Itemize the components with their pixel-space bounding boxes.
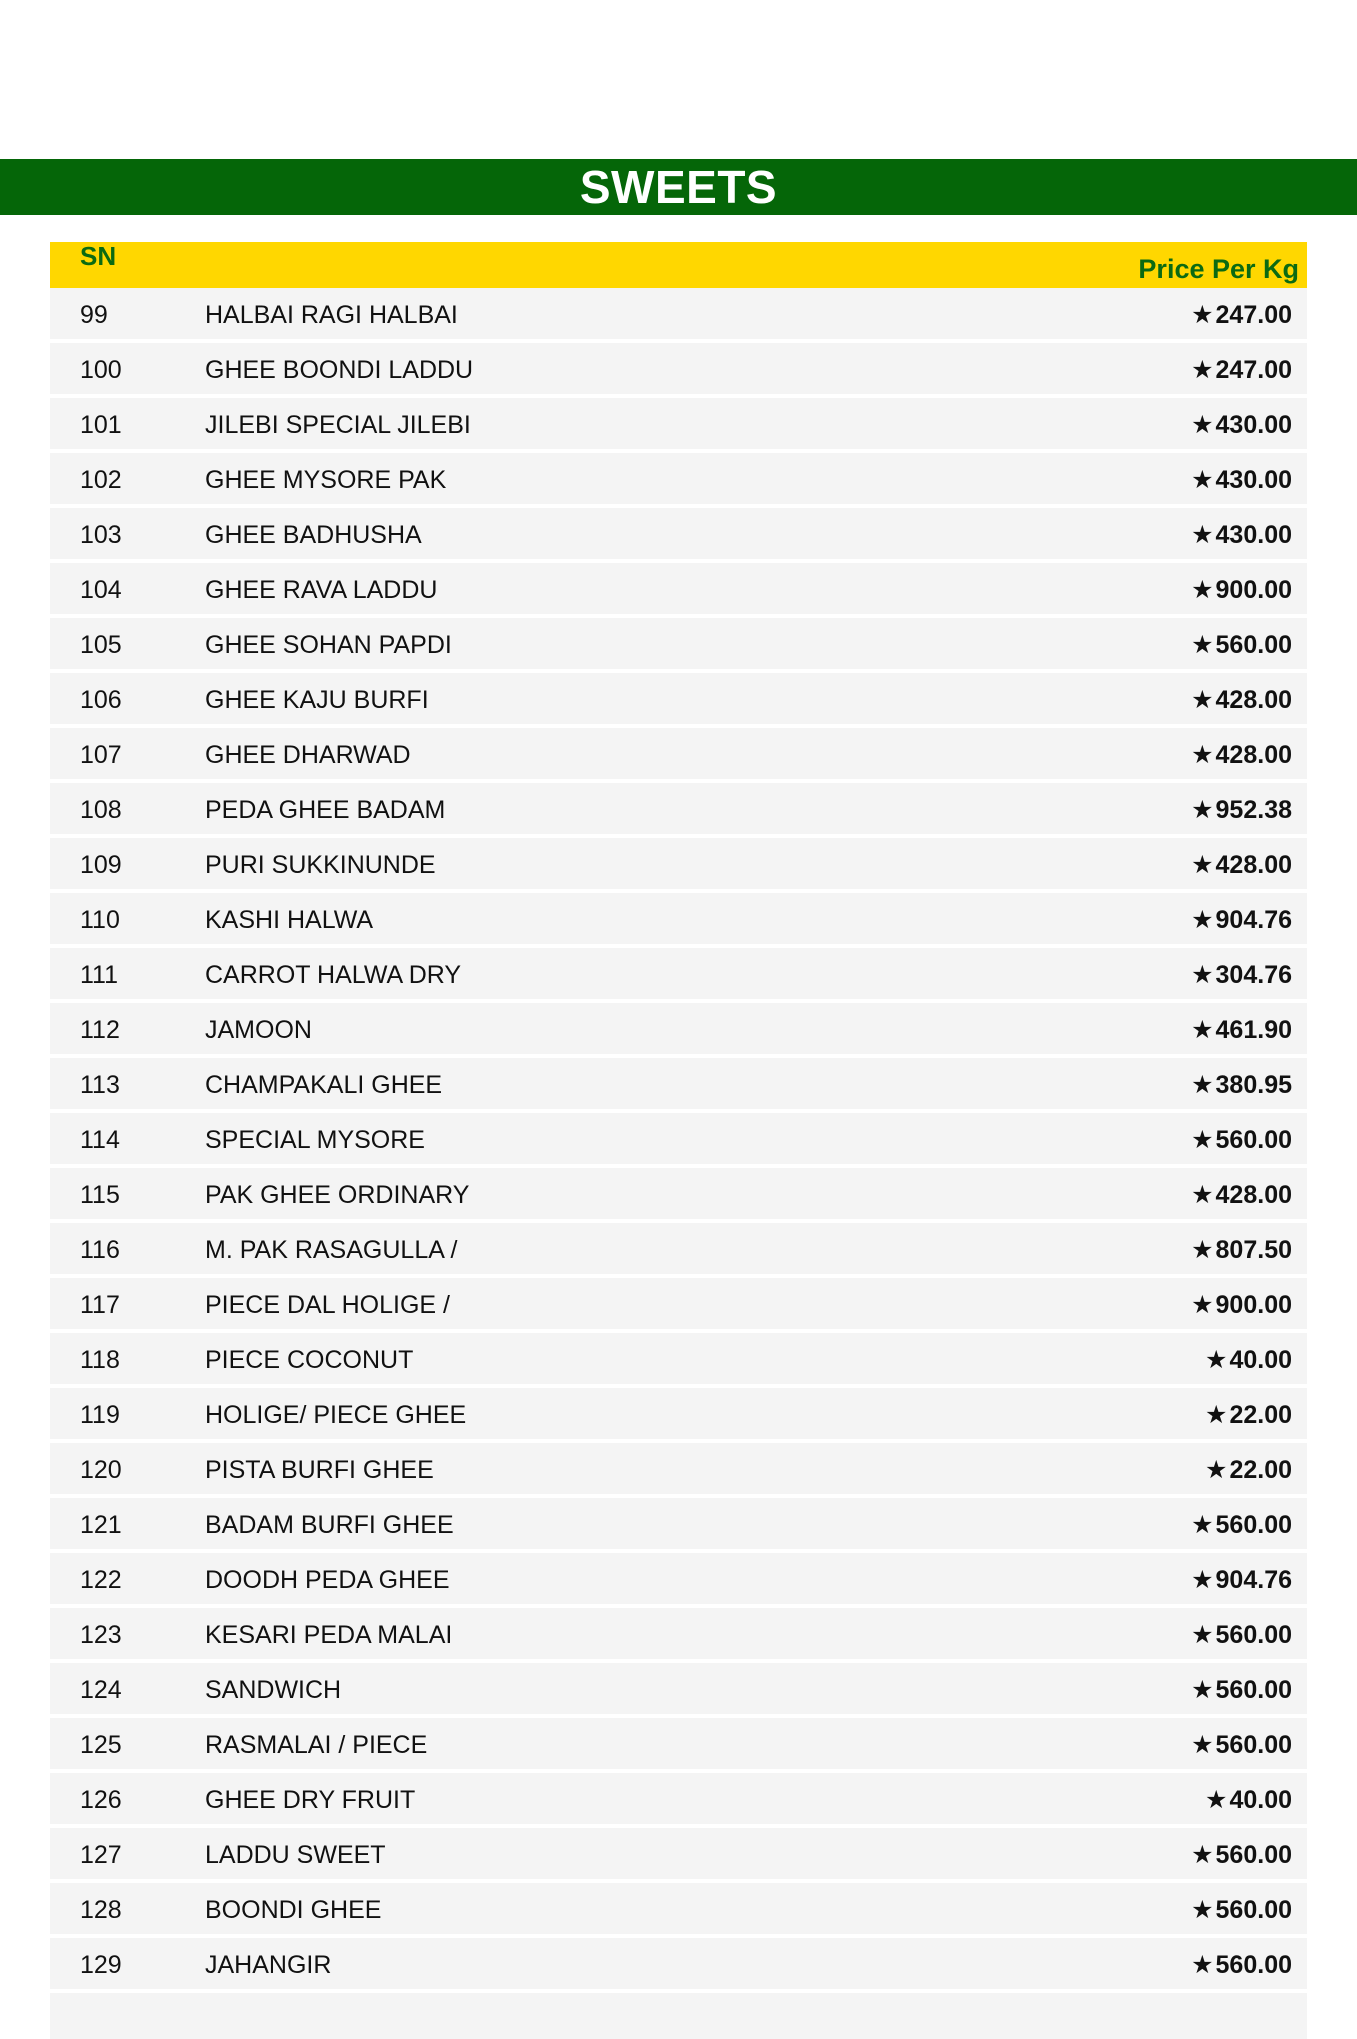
- row-price-value: 380.95: [1215, 1071, 1292, 1099]
- row-price: [1191, 1950, 1292, 1980]
- table-row: [50, 1773, 1307, 1828]
- sn-column-header: SN: [80, 241, 117, 271]
- table-row: [50, 618, 1307, 673]
- table-row: [50, 783, 1307, 838]
- row-serial-number: 108: [80, 796, 122, 824]
- star-icon: ★: [1191, 796, 1214, 824]
- table-row: [50, 1663, 1307, 1718]
- star-icon: ★: [1191, 521, 1214, 549]
- row-price-value: 952.38: [1215, 796, 1292, 824]
- row-item-name: HOLIGE/ PIECE GHEE: [205, 1401, 467, 1429]
- row-price-value: 560.00: [1215, 1676, 1292, 1704]
- star-icon: ★: [1191, 576, 1214, 604]
- star-icon: ★: [1191, 1071, 1214, 1099]
- row-price: [1191, 1015, 1292, 1045]
- row-price-value: 560.00: [1215, 1621, 1292, 1649]
- row-price-value: 560.00: [1215, 1511, 1292, 1539]
- price-table: [50, 242, 1307, 2039]
- row-price: [1191, 1290, 1292, 1320]
- table-row: [50, 1223, 1307, 1278]
- row-serial-number: 120: [80, 1456, 122, 1484]
- star-icon: ★: [1205, 1786, 1228, 1814]
- row-item-name: GHEE DHARWAD: [205, 741, 411, 769]
- price-column-header: Price Per Kg: [1138, 254, 1299, 284]
- table-row: [50, 1113, 1307, 1168]
- table-row: [50, 1443, 1307, 1498]
- table-row: [50, 673, 1307, 728]
- star-icon: ★: [1191, 1731, 1214, 1759]
- row-price: [1191, 520, 1292, 550]
- star-icon: ★: [1191, 1676, 1214, 1704]
- table-row: [50, 1608, 1307, 1663]
- star-icon: ★: [1191, 1181, 1214, 1209]
- row-item-name: GHEE BADHUSHA: [205, 521, 422, 549]
- table-row: [50, 1883, 1307, 1938]
- star-icon: ★: [1191, 851, 1214, 879]
- table-row: [50, 1333, 1307, 1388]
- row-serial-number: 111: [80, 961, 119, 989]
- row-serial-number: 102: [80, 466, 122, 494]
- row-item-name: BADAM BURFI GHEE: [205, 1511, 454, 1539]
- star-icon: ★: [1191, 1951, 1214, 1979]
- row-item-name: PURI SUKKINUNDE: [205, 851, 436, 879]
- row-price: [1191, 1125, 1292, 1155]
- row-item-name: CHAMPAKALI GHEE: [205, 1071, 443, 1099]
- star-icon: ★: [1191, 411, 1214, 439]
- star-icon: ★: [1191, 301, 1214, 329]
- row-price: [1205, 1785, 1292, 1815]
- row-item-name: LADDU SWEET: [205, 1841, 386, 1869]
- table-row: [50, 1278, 1307, 1333]
- table-row: [50, 728, 1307, 783]
- row-item-name: JAHANGIR: [205, 1951, 332, 1979]
- row-item-name: PIECE COCONUT: [205, 1346, 414, 1374]
- row-price: [1191, 1070, 1292, 1100]
- row-price-value: 900.00: [1215, 576, 1292, 604]
- table-row: [50, 288, 1307, 343]
- star-icon: ★: [1205, 1456, 1228, 1484]
- row-price: [1191, 1840, 1292, 1870]
- row-serial-number: 122: [80, 1566, 122, 1594]
- star-icon: ★: [1191, 466, 1214, 494]
- row-price-value: 40.00: [1229, 1346, 1292, 1374]
- row-serial-number: 114: [80, 1126, 120, 1154]
- row-serial-number: 101: [80, 411, 122, 439]
- row-item-name: JAMOON: [205, 1016, 312, 1044]
- row-item-name: KESARI PEDA MALAI: [205, 1621, 453, 1649]
- row-serial-number: 129: [80, 1951, 122, 1979]
- row-price-value: 428.00: [1215, 741, 1292, 769]
- row-item-name: DOODH PEDA GHEE: [205, 1566, 450, 1594]
- star-icon: ★: [1191, 741, 1214, 769]
- row-price-value: 560.00: [1215, 1951, 1292, 1979]
- page-title: SWEETS: [0, 159, 1357, 215]
- table-row: [50, 1003, 1307, 1058]
- star-icon: ★: [1191, 631, 1214, 659]
- table-row: [50, 838, 1307, 893]
- table-row: [50, 1388, 1307, 1443]
- row-price: [1191, 575, 1292, 605]
- row-item-name: PISTA BURFI GHEE: [205, 1456, 434, 1484]
- row-item-name: BOONDI GHEE: [205, 1896, 382, 1924]
- row-item-name: KASHI HALWA: [205, 906, 374, 934]
- row-price-value: 428.00: [1215, 1181, 1292, 1209]
- row-price: [1205, 1455, 1292, 1485]
- star-icon: ★: [1191, 1236, 1214, 1264]
- row-price-value: 560.00: [1215, 1126, 1292, 1154]
- row-serial-number: 113: [80, 1071, 120, 1099]
- row-price: [1191, 1235, 1292, 1265]
- row-price-value: 247.00: [1215, 301, 1292, 329]
- row-serial-number: 125: [80, 1731, 122, 1759]
- row-price: [1191, 1565, 1292, 1595]
- row-item-name: PAK GHEE ORDINARY: [205, 1181, 470, 1209]
- table-row: [50, 1058, 1307, 1113]
- row-serial-number: 115: [80, 1181, 120, 1209]
- row-serial-number: 117: [80, 1291, 120, 1319]
- star-icon: ★: [1191, 1291, 1214, 1319]
- row-price-value: 430.00: [1215, 411, 1292, 439]
- row-item-name: CARROT HALWA DRY: [205, 961, 462, 989]
- row-item-name: GHEE SOHAN PAPDI: [205, 631, 452, 659]
- row-price-value: 40.00: [1229, 1786, 1292, 1814]
- row-price-value: 22.00: [1229, 1401, 1292, 1429]
- row-item-name: M. PAK RASAGULLA /: [205, 1236, 458, 1264]
- table-row: [50, 1168, 1307, 1223]
- row-price-value: 247.00: [1215, 356, 1292, 384]
- row-serial-number: 100: [80, 356, 122, 384]
- row-serial-number: 107: [80, 741, 122, 769]
- table-row: [50, 453, 1307, 508]
- star-icon: ★: [1191, 961, 1214, 989]
- table-row: [50, 1498, 1307, 1553]
- star-icon: ★: [1205, 1346, 1228, 1374]
- row-price-value: 904.76: [1215, 1566, 1292, 1594]
- table-header: [50, 242, 1307, 288]
- row-price-value: 430.00: [1215, 521, 1292, 549]
- table-row: [50, 1828, 1307, 1883]
- row-price-value: 428.00: [1215, 686, 1292, 714]
- star-icon: ★: [1191, 1016, 1214, 1044]
- row-serial-number: 112: [80, 1016, 120, 1044]
- row-item-name: GHEE DRY FRUIT: [205, 1786, 416, 1814]
- table-row: [50, 563, 1307, 618]
- row-price: [1191, 1675, 1292, 1705]
- row-price-value: 304.76: [1215, 961, 1292, 989]
- star-icon: ★: [1191, 906, 1214, 934]
- row-item-name: SANDWICH: [205, 1676, 342, 1704]
- star-icon: ★: [1205, 1401, 1228, 1429]
- row-price-value: 560.00: [1215, 1896, 1292, 1924]
- row-serial-number: 106: [80, 686, 122, 714]
- row-serial-number: 110: [80, 906, 120, 934]
- table-row: [50, 1553, 1307, 1608]
- row-serial-number: 103: [80, 521, 122, 549]
- row-serial-number: 109: [80, 851, 122, 879]
- row-price: [1191, 465, 1292, 495]
- row-serial-number: 121: [80, 1511, 122, 1539]
- row-price: [1191, 795, 1292, 825]
- row-price: [1205, 1400, 1292, 1430]
- table-row: [50, 508, 1307, 563]
- row-serial-number: 123: [80, 1621, 122, 1649]
- star-icon: ★: [1191, 1841, 1214, 1869]
- table-footer-row: [50, 1993, 1307, 2039]
- row-price-value: 428.00: [1215, 851, 1292, 879]
- row-price-value: 560.00: [1215, 1731, 1292, 1759]
- row-serial-number: 127: [80, 1841, 122, 1869]
- star-icon: ★: [1191, 1621, 1214, 1649]
- table-row: [50, 1718, 1307, 1773]
- row-price-value: 461.90: [1215, 1016, 1292, 1044]
- row-item-name: HALBAI RAGI HALBAI: [205, 301, 458, 329]
- row-price-value: 807.50: [1215, 1236, 1292, 1264]
- table-row: [50, 1938, 1307, 1993]
- row-price: [1191, 1180, 1292, 1210]
- row-serial-number: 116: [80, 1236, 120, 1264]
- row-price: [1191, 850, 1292, 880]
- table-row: [50, 948, 1307, 1003]
- row-price-value: 900.00: [1215, 1291, 1292, 1319]
- row-item-name: SPECIAL MYSORE: [205, 1126, 425, 1154]
- table-row: [50, 398, 1307, 453]
- row-price: [1191, 630, 1292, 660]
- row-item-name: GHEE BOONDI LADDU: [205, 356, 474, 384]
- row-price: [1191, 300, 1292, 330]
- row-price: [1191, 685, 1292, 715]
- table-body: [50, 288, 1307, 1993]
- star-icon: ★: [1191, 1511, 1214, 1539]
- row-price: [1191, 905, 1292, 935]
- row-price: [1191, 1510, 1292, 1540]
- row-price: [1191, 740, 1292, 770]
- star-icon: ★: [1191, 1896, 1214, 1924]
- row-item-name: PEDA GHEE BADAM: [205, 796, 446, 824]
- row-serial-number: 99: [80, 301, 108, 329]
- row-item-name: RASMALAI / PIECE: [205, 1731, 428, 1759]
- row-item-name: PIECE DAL HOLIGE /: [205, 1291, 450, 1319]
- row-serial-number: 128: [80, 1896, 122, 1924]
- row-item-name: GHEE RAVA LADDU: [205, 576, 438, 604]
- star-icon: ★: [1191, 686, 1214, 714]
- row-serial-number: 105: [80, 631, 122, 659]
- row-price-value: 560.00: [1215, 631, 1292, 659]
- row-item-name: GHEE MYSORE PAK: [205, 466, 447, 494]
- row-price: [1191, 1895, 1292, 1925]
- star-icon: ★: [1191, 356, 1214, 384]
- row-price: [1191, 355, 1292, 385]
- row-price-value: 560.00: [1215, 1841, 1292, 1869]
- row-serial-number: 119: [80, 1401, 120, 1429]
- row-price-value: 22.00: [1229, 1456, 1292, 1484]
- row-price-value: 430.00: [1215, 466, 1292, 494]
- row-serial-number: 104: [80, 576, 122, 604]
- table-row: [50, 343, 1307, 398]
- star-icon: ★: [1191, 1126, 1214, 1154]
- row-price: [1191, 1620, 1292, 1650]
- table-row: [50, 893, 1307, 948]
- row-serial-number: 118: [80, 1346, 120, 1374]
- row-price-value: 904.76: [1215, 906, 1292, 934]
- row-item-name: JILEBI SPECIAL JILEBI: [205, 411, 471, 439]
- row-price: [1191, 960, 1292, 990]
- row-item-name: GHEE KAJU BURFI: [205, 686, 429, 714]
- row-price: [1191, 1730, 1292, 1760]
- row-serial-number: 124: [80, 1676, 122, 1704]
- star-icon: ★: [1191, 1566, 1214, 1594]
- row-price: [1205, 1345, 1292, 1375]
- row-serial-number: 126: [80, 1786, 122, 1814]
- row-price: [1191, 410, 1292, 440]
